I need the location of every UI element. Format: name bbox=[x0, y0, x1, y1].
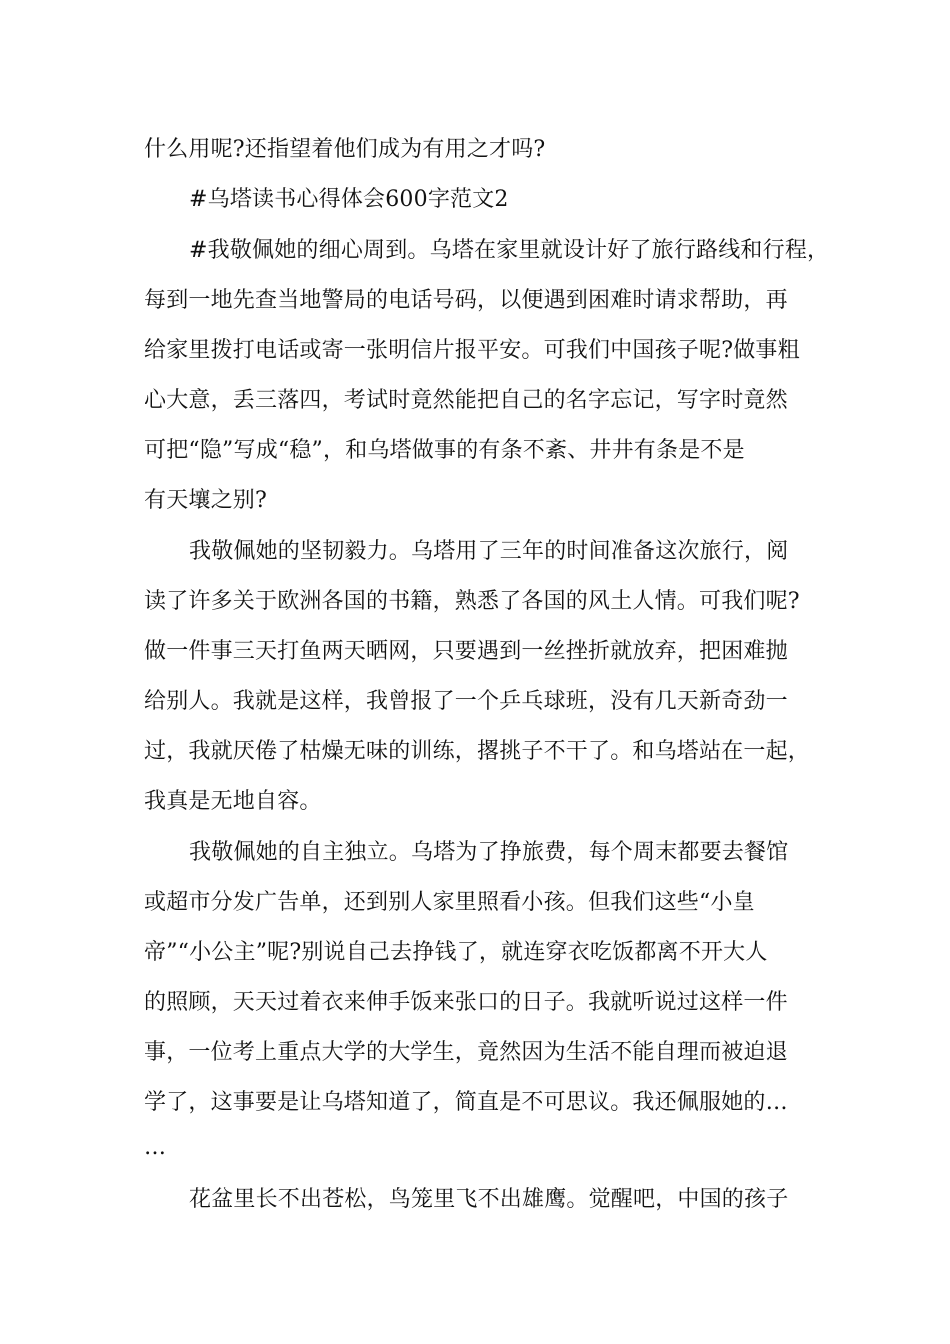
paragraph-line: #我敬佩她的细心周到。乌塔在家里就设计好了旅行路线和行程， bbox=[189, 238, 830, 263]
paragraph-line: 给家里拨打电话或寄一张明信片报平安。可我们中国孩子呢?做事粗 bbox=[144, 338, 800, 363]
paragraph-line: 有天壤之别? bbox=[144, 488, 267, 513]
paragraph-line: 我敬佩她的自主独立。乌塔为了挣旅费，每个周末都要去餐馆 bbox=[189, 840, 789, 865]
paragraph-line: 花盆里长不出苍松，鸟笼里飞不出雄鹰。觉醒吧，中国的孩子 bbox=[189, 1187, 789, 1212]
paragraph-line: 心大意，丢三落四，考试时竟然能把自己的名字忘记，写字时竟然 bbox=[144, 388, 788, 413]
paragraph-line: 过，我就厌倦了枯燥无味的训练，撂挑子不干了。和乌塔站在一起， bbox=[144, 739, 811, 764]
text-line: 什么用呢?还指望着他们成为有用之才吗? bbox=[144, 137, 546, 162]
paragraph-line: 帝”“小公主”呢?别说自己去挣钱了，就连穿衣吃饭都离不开大人 bbox=[144, 940, 768, 965]
section-heading: #乌塔读书心得体会600字范文2 bbox=[189, 187, 509, 212]
paragraph-line: 给别人。我就是这样，我曾报了一个乒乓球班，没有几天新奇劲一 bbox=[144, 689, 788, 714]
paragraph-line: 做一件事三天打鱼两天晒网，只要遇到一丝挫折就放弃，把困难抛 bbox=[144, 639, 788, 664]
paragraph-line: 我敬佩她的坚韧毅力。乌塔用了三年的时间准备这次旅行，阅 bbox=[189, 539, 789, 564]
paragraph-line: 事，一位考上重点大学的大学生，竟然因为生活不能自理而被迫退 bbox=[144, 1040, 788, 1065]
paragraph-line: 我真是无地自容。 bbox=[144, 789, 322, 814]
paragraph-line: … bbox=[144, 1135, 167, 1160]
paragraph-line: 或超市分发广告单，还到别人家里照看小孩。但我们这些“小皇 bbox=[144, 890, 755, 915]
paragraph-line: 可把“隐”写成“稳”，和乌塔做事的有条不紊、井井有条是不是 bbox=[144, 438, 745, 463]
paragraph-line: 学了，这事要是让乌塔知道了，简直是不可思议。我还佩服她的… bbox=[144, 1090, 788, 1115]
paragraph-line: 读了许多关于欧洲各国的书籍，熟悉了各国的风土人情。可我们呢? bbox=[144, 589, 800, 614]
paragraph-line: 每到一地先查当地警局的电话号码，以便遇到困难时请求帮助，再 bbox=[144, 288, 788, 313]
paragraph-line: 的照顾，天天过着衣来伸手饭来张口的日子。我就听说过这样一件 bbox=[144, 990, 788, 1015]
